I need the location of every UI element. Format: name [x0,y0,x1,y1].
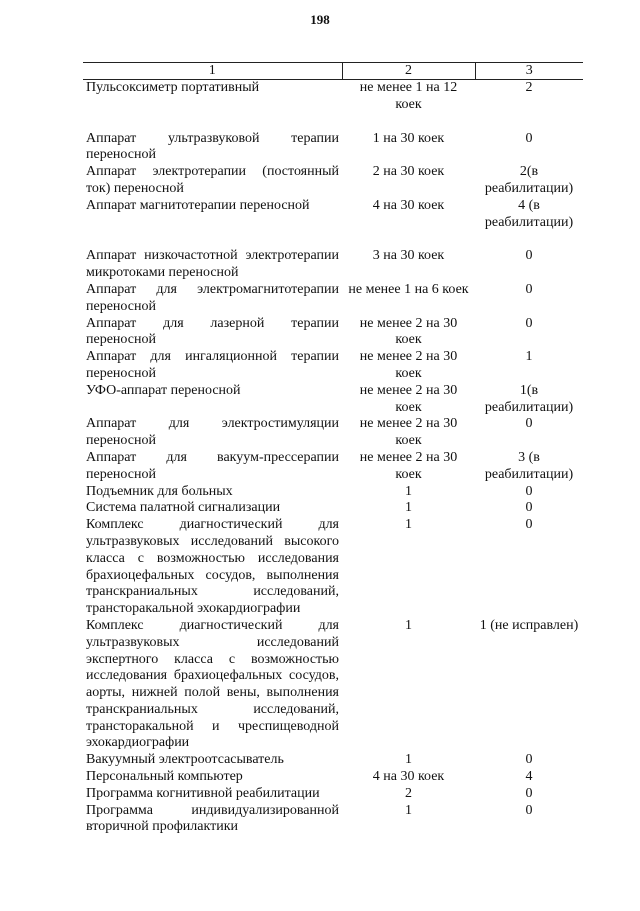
table-row [83,131,583,165]
column-header-1: 1 [83,63,342,80]
table-row [83,769,583,786]
equipment-name: УФО-аппарат переносной [86,382,241,398]
equipment-name: Программа когнитивной реабилитации [86,785,320,801]
equipment-table [83,63,583,836]
required-quantity: не менее 2 на 30 коек [359,382,458,415]
required-quantity: 1 [405,617,412,633]
required-quantity: 2 на 30 коек [372,164,445,180]
required-quantity: 1 [405,517,412,533]
required-quantity: не менее 2 на 30 коек [359,349,458,381]
actual-quantity: 4 (в реабилитации) [484,197,574,230]
table-row [83,80,583,131]
required-quantity: не менее 2 на 30 коек [359,416,458,449]
table-row [83,248,583,282]
actual-quantity: 0 [525,517,533,533]
table-row [83,198,583,249]
required-quantity: 1 [405,500,412,516]
table-row [83,416,583,450]
required-quantity: не менее 2 на 30 коек [359,315,458,348]
equipment-name: Аппарат для ингаляционной терапии переносной [86,349,339,381]
table-row [83,500,583,517]
required-quantity: 4 на 30 коек [372,769,445,785]
equipment-name: Программа индивидуализированной вторичной профилактики [86,802,339,835]
equipment-name: Аппарат для лазерной терапии переносной [86,315,339,348]
equipment-name: Аппарат для электромагнитотерапии переносной [86,281,339,314]
equipment-name: Аппарат для вакуум-прессерапии переносной [86,449,339,482]
table-row [83,803,583,837]
actual-quantity: 0 [525,416,533,432]
actual-quantity: 1(в реабилитации) [484,382,574,415]
required-quantity: не менее 2 на 30 коек [359,449,458,482]
table-row [83,752,583,769]
table-row [83,786,583,803]
table-header-row [83,63,583,80]
table-row [83,282,583,316]
actual-quantity: 4 [525,769,533,785]
page-number: 198 [310,12,330,27]
equipment-name: Персональный компьютер [86,769,243,785]
required-quantity: 3 на 30 коек [372,248,445,264]
table-row [83,618,583,752]
column-header-2: 2 [342,63,475,80]
actual-quantity: 0 [525,500,533,516]
table-row [83,316,583,350]
table-row [83,484,583,501]
equipment-name: Система палатной сигнализации [86,500,281,516]
actual-quantity: 3 (в реабилитации) [484,449,574,482]
equipment-name: Аппарат электротерапии (постоянный ток) переносной [86,164,339,196]
required-quantity: 2 [405,785,412,801]
actual-quantity: 2(в реабилитации) [484,164,574,196]
equipment-name: Аппарат магнитотерапии переносной [86,197,310,213]
equipment-name: Аппарат для электростимуляции переносной [86,416,339,449]
column-header-3: 3 [475,63,583,80]
actual-quantity: 0 [525,315,533,331]
table-row [83,450,583,484]
required-quantity: 1 [405,752,412,768]
equipment-name: Аппарат низкочастотной электротерапии микротоками переносной [86,248,339,281]
actual-quantity: 1 [525,349,533,365]
actual-quantity: 0 [525,752,533,768]
table-row [83,383,583,417]
actual-quantity: 1 (не исправлен) [479,617,579,633]
equipment-name: Вакуумный электроотсасыватель [86,752,284,768]
required-quantity: не менее 1 на 6 коек [348,281,469,297]
table-row [83,164,583,198]
table-row [83,349,583,383]
actual-quantity: 0 [525,130,533,146]
required-quantity: 4 на 30 коек [372,197,445,213]
required-quantity: 1 [405,483,412,499]
equipment-name: Подъемник для больных [86,483,233,499]
required-quantity: 1 на 30 коек [372,130,445,146]
actual-quantity: 0 [525,281,533,297]
actual-quantity: 0 [525,802,533,818]
required-quantity: не менее 1 на 12 коек [359,80,458,112]
equipment-name: Комплекс диагностический для ультразвуковых исследований высокого класса с возможностью исследования брахиоцефальных сосудов, выполнения транскраниальных исследований, трансторакальной эхокардиографии [86,517,339,617]
equipment-name: Комплекс диагностический для ультразвуковых исследований экспертного класса с возможностью исследования брахиоцефальных сосудов, аорты, нижней полой вены, выполнения транскраниальных исследований, трансторакальной и чреспищеводной эхокардиографии [86,617,339,751]
equipment-name: Аппарат ультразвуковой терапии переносной [86,130,339,163]
required-quantity: 1 [405,802,412,818]
actual-quantity: 0 [525,248,533,264]
actual-quantity: 0 [525,785,533,801]
actual-quantity: 2 [525,80,533,95]
table-row [83,517,583,618]
equipment-name: Пульсоксиметр портативный [86,80,260,95]
actual-quantity: 0 [525,483,533,499]
